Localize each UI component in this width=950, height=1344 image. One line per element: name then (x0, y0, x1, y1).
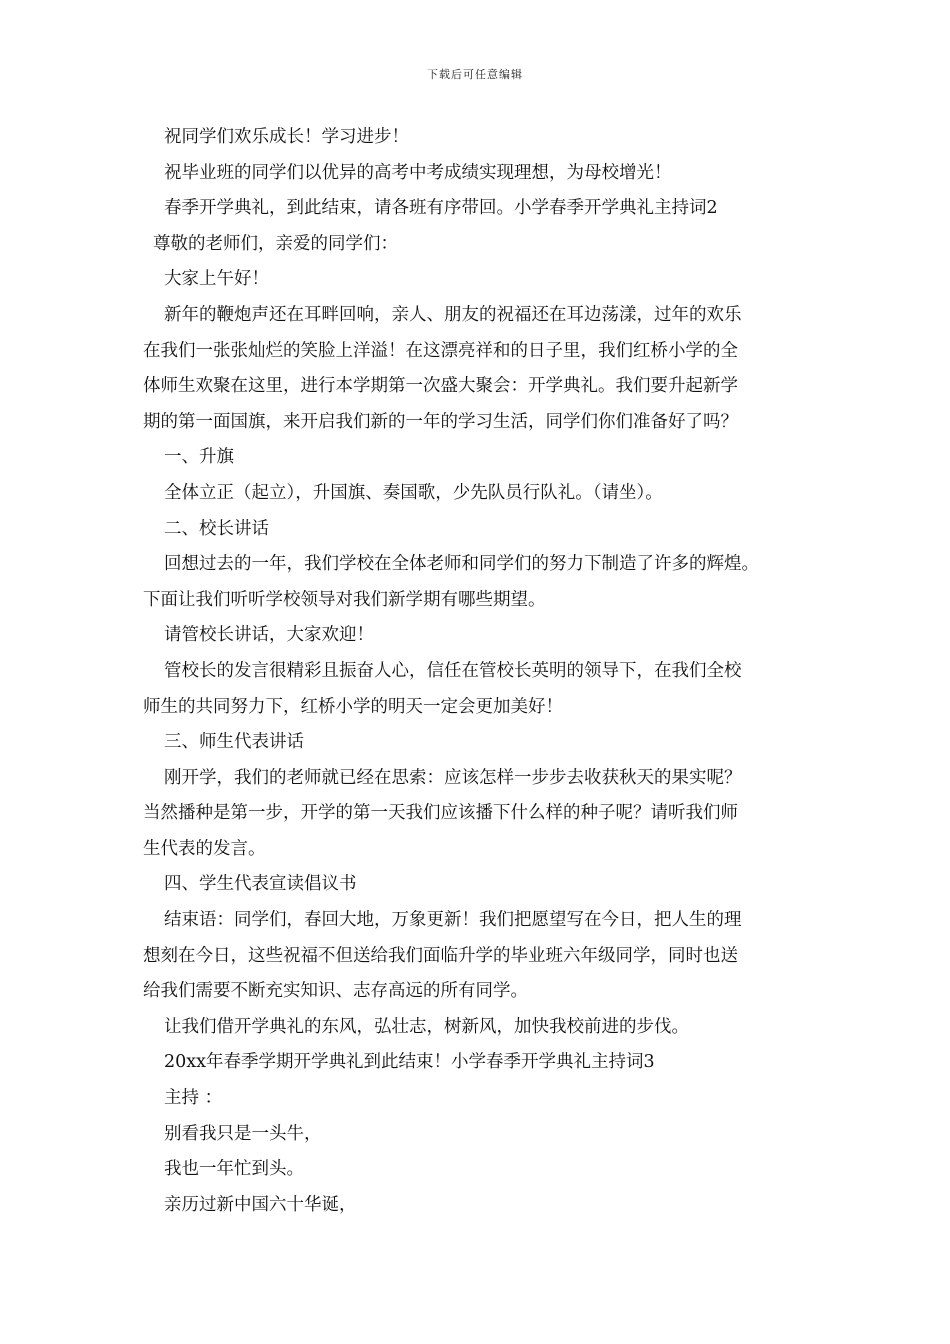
paragraph-line: 给我们需要不断充实知识、志存高远的所有同学。 (143, 981, 528, 1002)
paragraph-line: 祝毕业班的同学们以优异的高考中考成绩实现理想，为母校增光！ (164, 162, 672, 183)
paragraph-line: 新年的鞭炮声还在耳畔回响，亲人、朋友的祝福还在耳边荡漾，过年的欢乐 (164, 304, 742, 325)
document-body (143, 120, 813, 1223)
section-heading: 四、学生代表宣读倡议书 (164, 874, 357, 895)
paragraph-line: 20xx年春季学期开学典礼到此结束！小学春季开学典礼主持词3 (164, 1052, 655, 1073)
paragraph-line: 春季开学典礼，到此结束，请各班有序带回。小学春季开学典礼主持词2 (164, 198, 718, 219)
paragraph-line: 当然播种是第一步，开学的第一天我们应该播下什么样的种子呢？请听我们师 (143, 803, 738, 824)
paragraph-line: 生代表的发言。 (143, 838, 266, 859)
paragraph-line: 我也一年忙到头。 (164, 1159, 304, 1180)
paragraph-line: 师生的共同努力下，红桥小学的明天一定会更加美好！ (143, 696, 563, 717)
paragraph-line: 在我们一张张灿烂的笑脸上洋溢！在这漂亮祥和的日子里，我们红桥小学的全 (143, 340, 738, 361)
paragraph-line: 期的第一面国旗，来开启我们新的一年的学习生活，同学们你们准备好了吗？ (143, 411, 738, 432)
section-heading: 二、校长讲话 (164, 518, 269, 539)
paragraph-line: 让我们借开学典礼的东风，弘壮志，树新风，加快我校前进的步伐。 (164, 1016, 689, 1037)
paragraph-line: 想刻在今日，这些祝福不但送给我们面临升学的毕业班六年级同学，同时也送 (143, 945, 738, 966)
paragraph-line: 别看我只是一头牛， (164, 1123, 322, 1144)
paragraph-line: 大家上午好！ (164, 269, 269, 290)
paragraph-line: 下面让我们听听学校领导对我们新学期有哪些期望。 (143, 589, 546, 610)
paragraph-line: 亲历过新中国六十华诞， (164, 1194, 357, 1215)
paragraph-line: 体师生欢聚在这里，进行本学期第一次盛大聚会：开学典礼。我们要升起新学 (143, 376, 738, 397)
paragraph-line: 尊敬的老师们，亲爱的同学们： (153, 233, 398, 254)
paragraph-line: 全体立正（起立），升国旗、奏国歌，少先队员行队礼。（请坐）。 (164, 482, 663, 503)
paragraph-line: 管校长的发言很精彩且振奋人心，信任在管校长英明的领导下，在我们全校 (164, 660, 742, 681)
paragraph-line: 请管校长讲话，大家欢迎！ (164, 625, 374, 646)
paragraph-line: 刚开学，我们的老师就已经在思索：应该怎样一步步去收获秋天的果实呢？ (164, 767, 742, 788)
section-heading: 一、升旗 (164, 447, 234, 468)
paragraph-line: 祝同学们欢乐成长！学习进步！ (164, 127, 409, 147)
paragraph-line: 主持 ： (164, 1088, 223, 1109)
paragraph-line: 回想过去的一年，我们学校在全体老师和同学们的努力下制造了许多的辉煌。 (164, 554, 759, 575)
page-header-note: 下载后可任意编辑 (427, 68, 523, 81)
section-heading: 三、师生代表讲话 (164, 732, 304, 753)
paragraph-line: 结束语：同学们，春回大地，万象更新！我们把愿望写在今日，把人生的理 (164, 910, 742, 931)
